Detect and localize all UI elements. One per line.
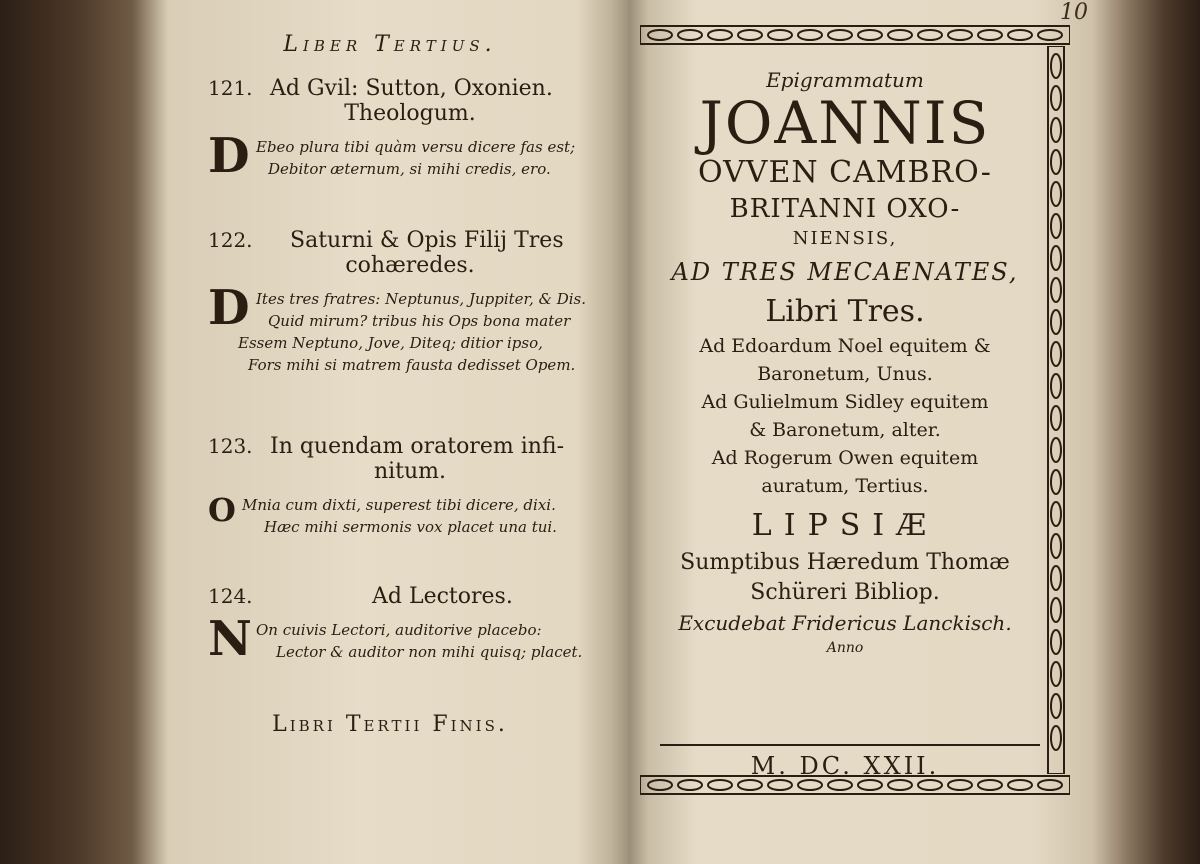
finis-line: Libri Tertii Finis. [272, 712, 508, 737]
right-page [640, 0, 1100, 864]
imprint-printer: Excudebat Fridericus Lanckisch. [678, 611, 1012, 635]
title-origin-cont: NIENSIS, [792, 228, 898, 249]
title-mecaenates: AD TRES MECAENATES, [671, 258, 1019, 286]
verse-line: On cuivis Lectori, auditorive placebo: [256, 621, 542, 639]
dedication-line: & Baronetum, alter. [749, 419, 941, 441]
ornament-right [1046, 46, 1066, 774]
epigram-text [160, 280, 620, 376]
epigram-title: In quendam oratorem infi- [270, 434, 565, 459]
folio-number: 10 [1060, 0, 1088, 25]
title-block [650, 64, 1040, 658]
imprint-publisher: Sumptibus Hæredum Thomæ [680, 550, 1010, 575]
epigram-122 [160, 228, 620, 376]
verse-line: Ebeo plura tibi quàm versu dicere fas est; [256, 138, 576, 156]
dedication-line: Ad Gulielmum Sidley equitem [701, 391, 989, 413]
epigram-title: Ad Lectores. [372, 584, 513, 609]
title-author-last: OVVEN CAMBRO- [698, 155, 992, 190]
epigram-heading [160, 584, 620, 609]
drop-cap: D [208, 280, 250, 336]
dedication-line: Baronetum, Unus. [757, 363, 933, 385]
epigram-text [160, 491, 620, 538]
epigram-title-cont: cohæredes. [345, 253, 475, 278]
epigram-title-cont: nitum. [373, 459, 447, 484]
epigram-heading [160, 434, 620, 484]
verse-line: Ites tres fratres: Neptunus, Juppiter, & Dis. [256, 290, 586, 308]
running-head: Liber Tertius. [283, 32, 497, 57]
epigram-number: 122. [208, 228, 253, 252]
epigram-123 [160, 434, 620, 538]
verse-line: Hæc mihi sermonis vox placet una tui. [264, 518, 557, 536]
epigram-title: Saturni & Opis Filij Tres [290, 228, 564, 253]
epigram-number: 124. [208, 584, 253, 608]
epigram-number: 121. [208, 76, 253, 100]
epigram-121 [160, 76, 620, 184]
imprint-anno: Anno [826, 640, 864, 656]
left-page [160, 0, 620, 864]
title-libri-tres: Libri Tres. [765, 294, 925, 329]
title-page-border [640, 24, 1070, 796]
verse-line: Essem Neptuno, Jove, Diteq; ditior ipso, [238, 334, 543, 352]
epigram-number: 123. [208, 434, 253, 458]
title-rule [660, 744, 1040, 746]
verse-line: Fors mihi si matrem fausta dedisset Opem. [248, 356, 576, 374]
title-line-epigrammatum: Epigrammatum [766, 68, 924, 92]
imprint-bookseller: Schüreri Bibliop. [750, 580, 940, 605]
epigram-text [160, 128, 620, 184]
epigram-text [160, 611, 620, 667]
epigram-heading [160, 228, 620, 278]
dedication-line: auratum, Tertius. [761, 475, 929, 497]
imprint-place: LIPSIÆ [751, 508, 939, 543]
epigram-title-cont: Theologum. [344, 101, 476, 126]
verse-line: Debitor æternum, si mihi credis, ero. [268, 160, 551, 178]
drop-cap: D [208, 128, 250, 184]
title-origin: BRITANNI OXO- [729, 194, 961, 224]
dedication-line: Ad Rogerum Owen equitem [711, 447, 979, 469]
drop-cap: O [208, 491, 236, 529]
verse-line: Mnia cum dixti, superest tibi dicere, dixi. [242, 496, 556, 514]
imprint-year: M. DC. XXII. [750, 752, 940, 780]
verse-line: Lector & auditor non mihi quisq; placet. [276, 643, 583, 661]
epigram-title: Ad Gvil: Sutton, Oxonien. [270, 76, 553, 101]
ornament-top [640, 24, 1070, 46]
verse-line: Quid mirum? tribus his Ops bona mater [268, 312, 571, 330]
drop-cap: N [208, 611, 252, 667]
title-author-first: JOANNIS [699, 89, 991, 157]
epigram-heading [160, 76, 620, 126]
dedication-line: Ad Edoardum Noel equitem & [699, 335, 991, 357]
epigram-124 [160, 584, 620, 667]
